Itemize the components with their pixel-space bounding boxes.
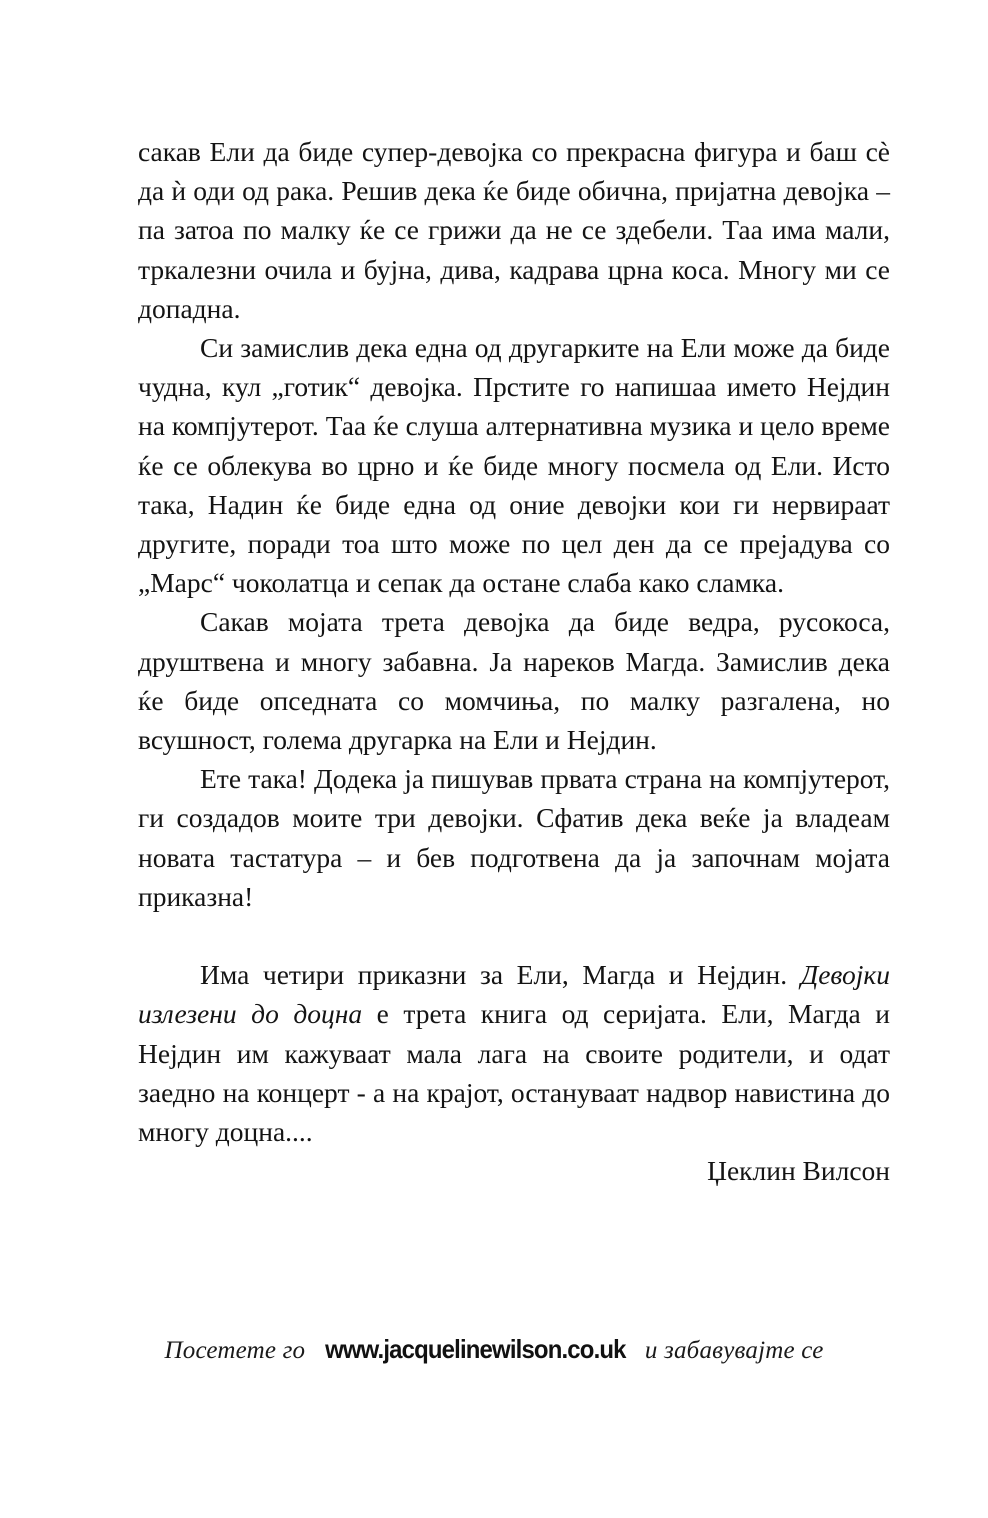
paragraph-series-note <box>138 955 890 1151</box>
page-footer <box>0 1332 988 1368</box>
paragraph-spacer <box>138 916 890 955</box>
footer-website-url[interactable]: www.jacquelinewilson.co.uk <box>324 1334 626 1364</box>
series-note-trail: е трета книга од серијата. Ели, Магда и Нејдин им кажуваат мала лага на своите родители, и одат заедно на концерт - а на крајот, остануваат надвор навистина до многу доцна.... <box>138 998 890 1148</box>
book-title: Девојки излезени до доцна <box>138 959 890 1030</box>
author-signature: Џеклин Вилсон <box>707 1155 890 1187</box>
footer-suffix-text: и забавувајте се <box>638 1337 824 1364</box>
paragraph-magda: Сакав мојата трета девојка да биде ведра, русокоса, друштвена и многу забавна. Ја нареков Магда. Замислив дека ќе биде опседната со момчиња, по малку разгалена, но всушност, голема другарка на Ели и Нејдин. <box>138 606 890 756</box>
page-text-block <box>138 132 890 1190</box>
paragraph-conclusion: Ете така! Додека ја пишував првата страна на компјутерот, ги создадов моите три девојки. Сфатив дека веќе ја владеам новата тастатура – и бев подготвена да ја започнам мојата приказна! <box>138 763 890 912</box>
paragraph-nadine: Си замислив дека една од другарките на Ели може да биде чудна, кул „готик“ девојка. Прстите го напишаа името Нејдин на компјутерот. Таа ќе слуша алтернативна музика и цело време ќе се облекува во црно и ќе биде многу посмела од Ели. Исто така, Надин ќе биде една од оние девојки кои ги нервираат другите, поради тоа што може по цел ден да се прејадува со „Марс“ чоколатца и сепак да остане слаба како сламка. <box>138 332 890 599</box>
paragraph-continuation: сакав Ели да биде супер-девојка со прекрасна фигура и баш сѐ да ѝ оди од рака. Решив дека ќе биде обична, пријатна девојка – па затоа по малку ќе се грижи да не се здебели. Таа има мали, тркалезни очила и бујна, дива, кадрава црна коса. Многу ми се допадна. <box>138 136 890 324</box>
footer-prefix-text: Посетете го <box>164 1337 312 1364</box>
series-note-lead: Има четири приказни за Ели, Магда и Нејдин. <box>200 959 801 991</box>
